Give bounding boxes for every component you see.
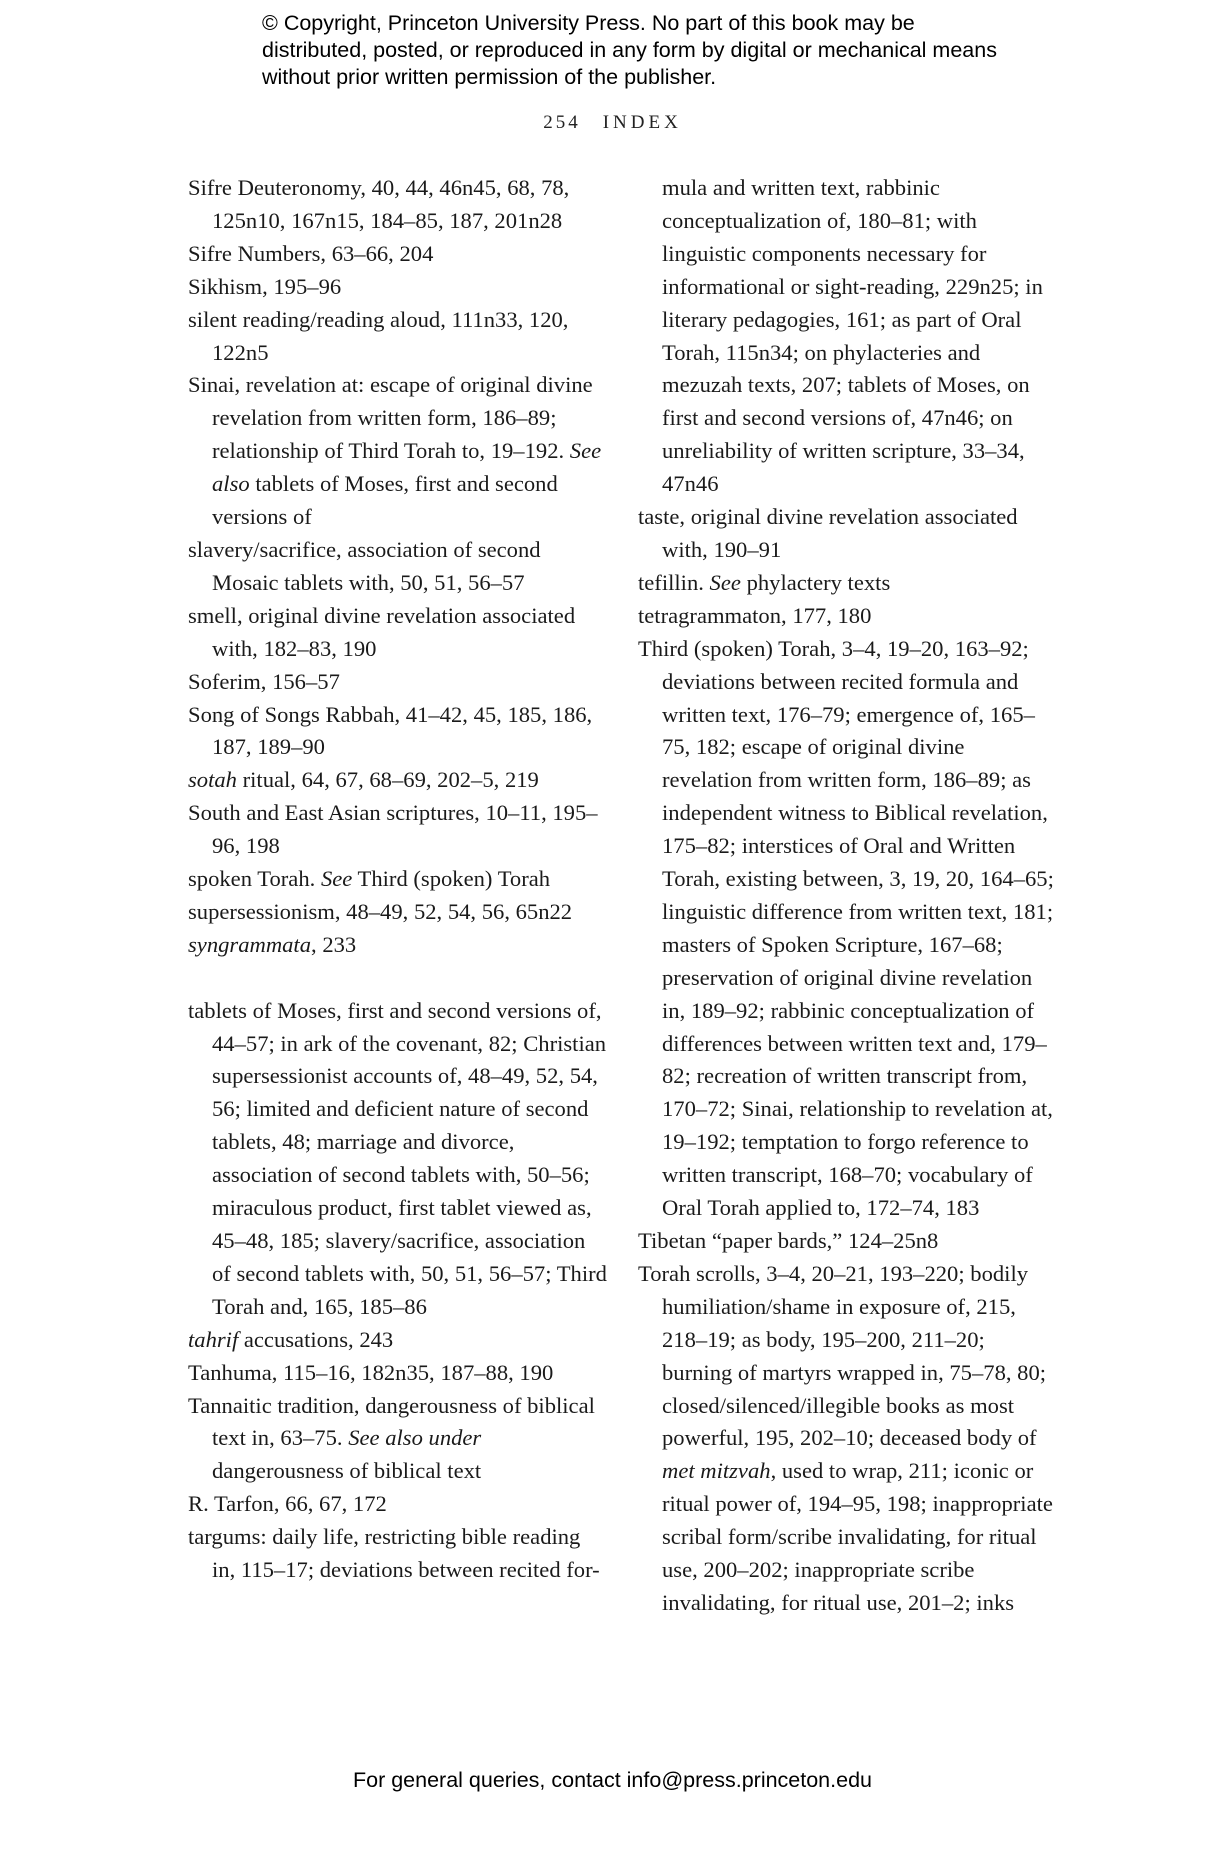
entry-text: Third (spoken) Torah [357, 866, 551, 892]
index-entry: tablets of Moses, first and second versions of, 44–57; in ark of the covenant, 82; Christian supersessionist accounts of, 48–49, 52, 54, 56; limited and deficient nature of second tablets, 48; marriage and divorce, association of second tablets with, 50–56; miraculous product, first tablet viewed as, 45–48, 185; slavery/sacrifice, association of second tablets with, 50, 51, 56–57; Third Torah and, 165, 185–86 [188, 997, 607, 1319]
section-title: INDEX [602, 112, 682, 133]
entry-text: Tannaitic tradition, dangerousness of biblical text in, 63–75. [188, 1392, 595, 1451]
index-entry: tetragrammaton, 177, 180 [638, 602, 872, 628]
entry-text: accusations, 243 [243, 1326, 394, 1352]
index-entry: Song of Songs Rabbah, 41–42, 45, 185, 186, 187, 189–90 [188, 701, 593, 760]
entry-term-italic: syngrammata [188, 931, 312, 957]
index-entry: Tanhuma, 115–16, 182n35, 187–88, 190 [188, 1359, 554, 1385]
index-entry [638, 1258, 1058, 1620]
index-entry [188, 863, 608, 896]
entry-text: tablets of Moses, first and second versions of [212, 471, 558, 530]
index-entry: Soferim, 156–57 [188, 668, 340, 694]
index-entry: silent reading/reading aloud, 111n33, 120, 122n5 [188, 306, 569, 365]
entry-text: Torah scrolls, 3–4, 20–21, 193–220; bodily humiliation/shame in exposure of, 215, 218–19; as body, 195–200, 211–20; burning of martyrs wrapped in, 75–78, 80; closed/silenced/illegible books as most powerful, 195, 202–10; deceased body of [638, 1260, 1047, 1451]
index-entry [188, 1390, 608, 1489]
index-entry [188, 1324, 608, 1357]
cross-reference-italic: See [320, 866, 353, 892]
index-column-right [638, 172, 1058, 1620]
running-head [0, 112, 1225, 134]
index-column-left [188, 172, 608, 1587]
index-entry: Sifre Deuteronomy, 40, 44, 46n45, 68, 78, 125n10, 167n15, 184–85, 187, 201n28 [188, 175, 570, 233]
index-entry: Tibetan “paper bards,” 124–25n8 [638, 1228, 939, 1253]
copyright-notice: © Copyright, Princeton University Press. No part of this book may be distributed, posted, or reproduced in any form by digital or mechanical means without prior written permission of the publisher. [262, 11, 997, 89]
index-entry: smell, original divine revelation associated with, 182–83, 190 [188, 602, 576, 661]
entry-text: Sinai, revelation at: escape of original divine revelation from written form, 186–89; relationship of Third Torah to, 19–192. [188, 372, 593, 464]
entry-text: ritual, 64, 67, 68–69, 202–5, 219 [242, 767, 539, 793]
entry-text: spoken Torah. [188, 866, 316, 892]
cross-reference-italic: See also [212, 438, 602, 497]
index-entry: R. Tarfon, 66, 67, 172 [188, 1491, 387, 1517]
index-entry: slavery/sacrifice, association of second Mosaic tablets with, 50, 51, 56–57 [188, 536, 541, 595]
letter-group-gap [188, 962, 608, 995]
index-entry: Third (spoken) Torah, 3–4, 19–20, 163–92; deviations between recited formula and written text, 176–79; emergence of, 165–75, 182; escape of original divine revelation from written form, 186–89; as independent witness to Biblical revelation, 175–82; interstices of Oral and Written Torah, existing between, 3, 19, 20, 164–65; linguistic difference from written text, 181; masters of Spoken Scripture, 167–68; preservation of original divine revelation in, 189–92; rabbinic conceptualization of differences between written text and, 179–82; recreation of written transcript from, 170–72; Sinai, relationship to revelation at, 19–192; temptation to forgo reference to written transcript, 168–70; vocabulary of Oral Torah applied to, 172–74, 183 [638, 635, 1054, 1221]
entry-term-italic: tahrif [188, 1326, 239, 1352]
index-entry: Sifre Numbers, 63–66, 204 [188, 240, 434, 266]
index-entry [188, 369, 608, 534]
index-entry [188, 764, 608, 797]
index-entry [638, 567, 1058, 600]
cross-reference-italic: See also under [348, 1425, 482, 1451]
entry-term-italic: sotah [188, 767, 237, 793]
index-entry: South and East Asian scriptures, 10–11, 195–96, 198 [188, 800, 598, 859]
index-entry: supersessionism, 48–49, 52, 54, 56, 65n22 [188, 898, 573, 924]
entry-term-italic: met mitzvah [662, 1458, 771, 1484]
index-entry: taste, original divine revelation associated with, 190–91 [638, 504, 1018, 562]
index-entry-continuation: mula and written text, rabbinic conceptualization of, 180–81; with linguistic components necessary for informational or sight-reading, 229n25; in literary pedagogies, 161; as part of Oral Torah, 115n34; on phylacteries and mezuzah texts, 207; tablets of Moses, on first and second versions of, 47n46; on unreliability of written scripture, 33–34, 47n46 [662, 175, 1043, 497]
footer-contact: For general queries, contact info@press.princeton.edu [352, 1768, 872, 1792]
entry-text: tefillin. [638, 569, 704, 595]
entry-text: phylactery texts [746, 569, 891, 595]
entry-text: , used to wrap, 211; iconic or ritual power of, 194–95, 198; inappropriate scribal form/scribe invalidating, for ritual use, 200–202; inappropriate scribe invalidating, for ritual use, 201–2; inks [662, 1458, 1053, 1615]
index-entry: targums: daily life, restricting bible reading in, 115–17; deviations between recited for- [188, 1524, 600, 1583]
index-entry: Sikhism, 195–96 [188, 273, 342, 299]
index-entry [188, 929, 608, 962]
entry-text: dangerousness of biblical text [212, 1458, 482, 1484]
entry-text: , 233 [311, 931, 357, 957]
cross-reference-italic: See [709, 569, 741, 595]
page-number: 254 [543, 112, 581, 133]
